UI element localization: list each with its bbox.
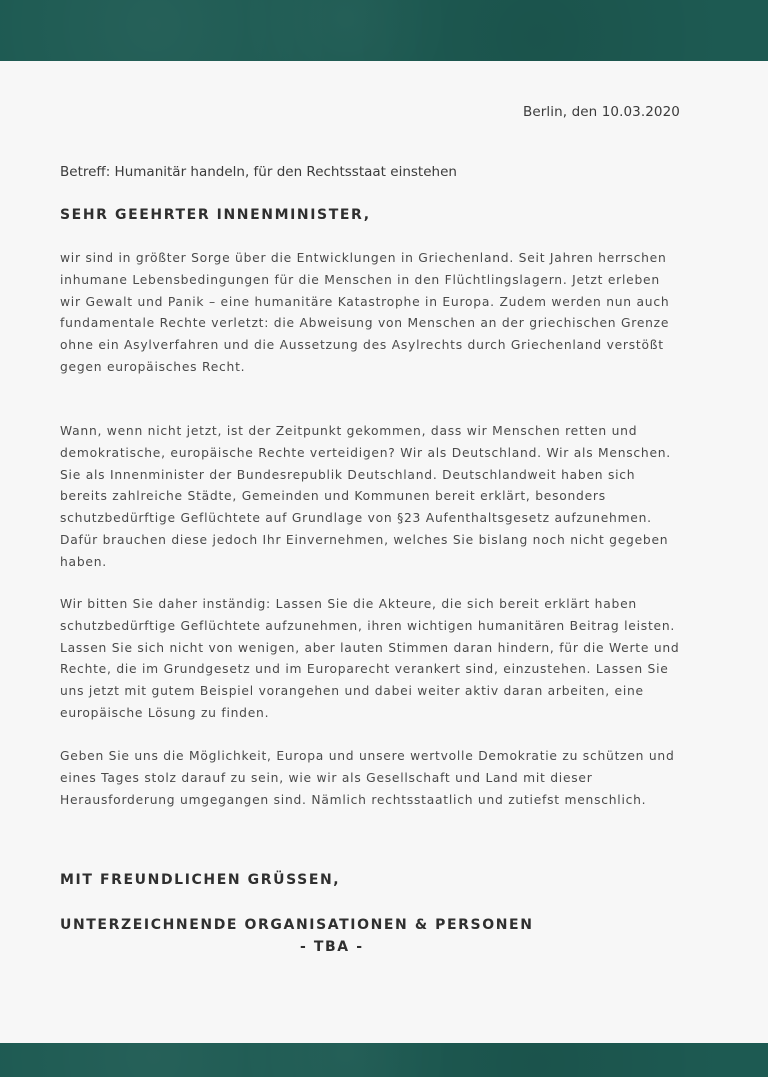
bottom-decorative-band — [0, 1043, 768, 1077]
signers-tba: - TBA - — [300, 939, 364, 955]
letter-subject: Betreff: Humanitär handeln, für den Rechtsstaat einstehen — [60, 164, 457, 180]
signers-heading: UNTERZEICHNENDE ORGANISATIONEN & PERSONEN — [60, 917, 534, 933]
paragraph-request: Wir bitten Sie daher inständig: Lassen Sie die Akteure, die sich bereit erklärt haben schutzbedürftige Geflüchtete aufzunehmen, ihren wichtigen humanitären Beitrag leisten. Lassen Sie sich nicht von wenigen, aber lauten Stimmen daran hindern, für die Werte und Rechte, die im Grundgesetz und im Europarecht verankert sind, einzustehen. Lassen Sie uns jetzt mit gutem Beispiel vorangehen und dabei weiter aktiv daran arbeiten, eine europäische Lösung zu finden. — [60, 597, 680, 720]
letter-salutation: SEHR GEEHRTER INNENMINISTER, — [60, 207, 371, 223]
top-decorative-band — [0, 0, 768, 61]
paragraph-appeal-rescue: Wann, wenn nicht jetzt, ist der Zeitpunkt gekommen, dass wir Menschen retten und demokratische, europäische Rechte verteidigen? Wir als Deutschland. Wir als Menschen. Sie als Innenminister der Bundesrepublik Deutschland. Deutschlandweit haben sich bereits zahlreiche Städte, Gemeinden und Kommunen bereit erklärt, besonders schutzbedürftige Geflüchtete auf Grundlage von §23 Aufenthaltsgesetz aufzunehmen. Dafür brauchen diese jedoch Ihr Einvernehmen, welches Sie bislang noch nicht gegeben haben. — [60, 424, 671, 569]
letter-date: Berlin, den 10.03.2020 — [523, 104, 680, 120]
letter-closing: MIT FREUNDLICHEN GRÜSSEN, — [60, 872, 341, 888]
paragraph-conclusion: Geben Sie uns die Möglichkeit, Europa und unsere wertvolle Demokratie zu schützen und eines Tages stolz darauf zu sein, wie wir als Gesellschaft und Land mit dieser Herausforderung umgegangen sind. Nämlich rechtsstaatlich und zutiefst menschlich. — [60, 749, 675, 807]
paragraph-situation: wir sind in größter Sorge über die Entwicklungen in Griechenland. Seit Jahren herrschen inhumane Lebensbedingungen für die Menschen in den Flüchtlingslagern. Jetzt erleben wir Gewalt und Panik – eine humanitäre Katastrophe in Europa. Zudem werden nun auch fundamentale Rechte verletzt: die Abweisung von Menschen an der griechischen Grenze ohne ein Asylverfahren und die Aussetzung des Asylrechts durch Griechenland verstößt gegen europäisches Recht. — [60, 251, 670, 374]
